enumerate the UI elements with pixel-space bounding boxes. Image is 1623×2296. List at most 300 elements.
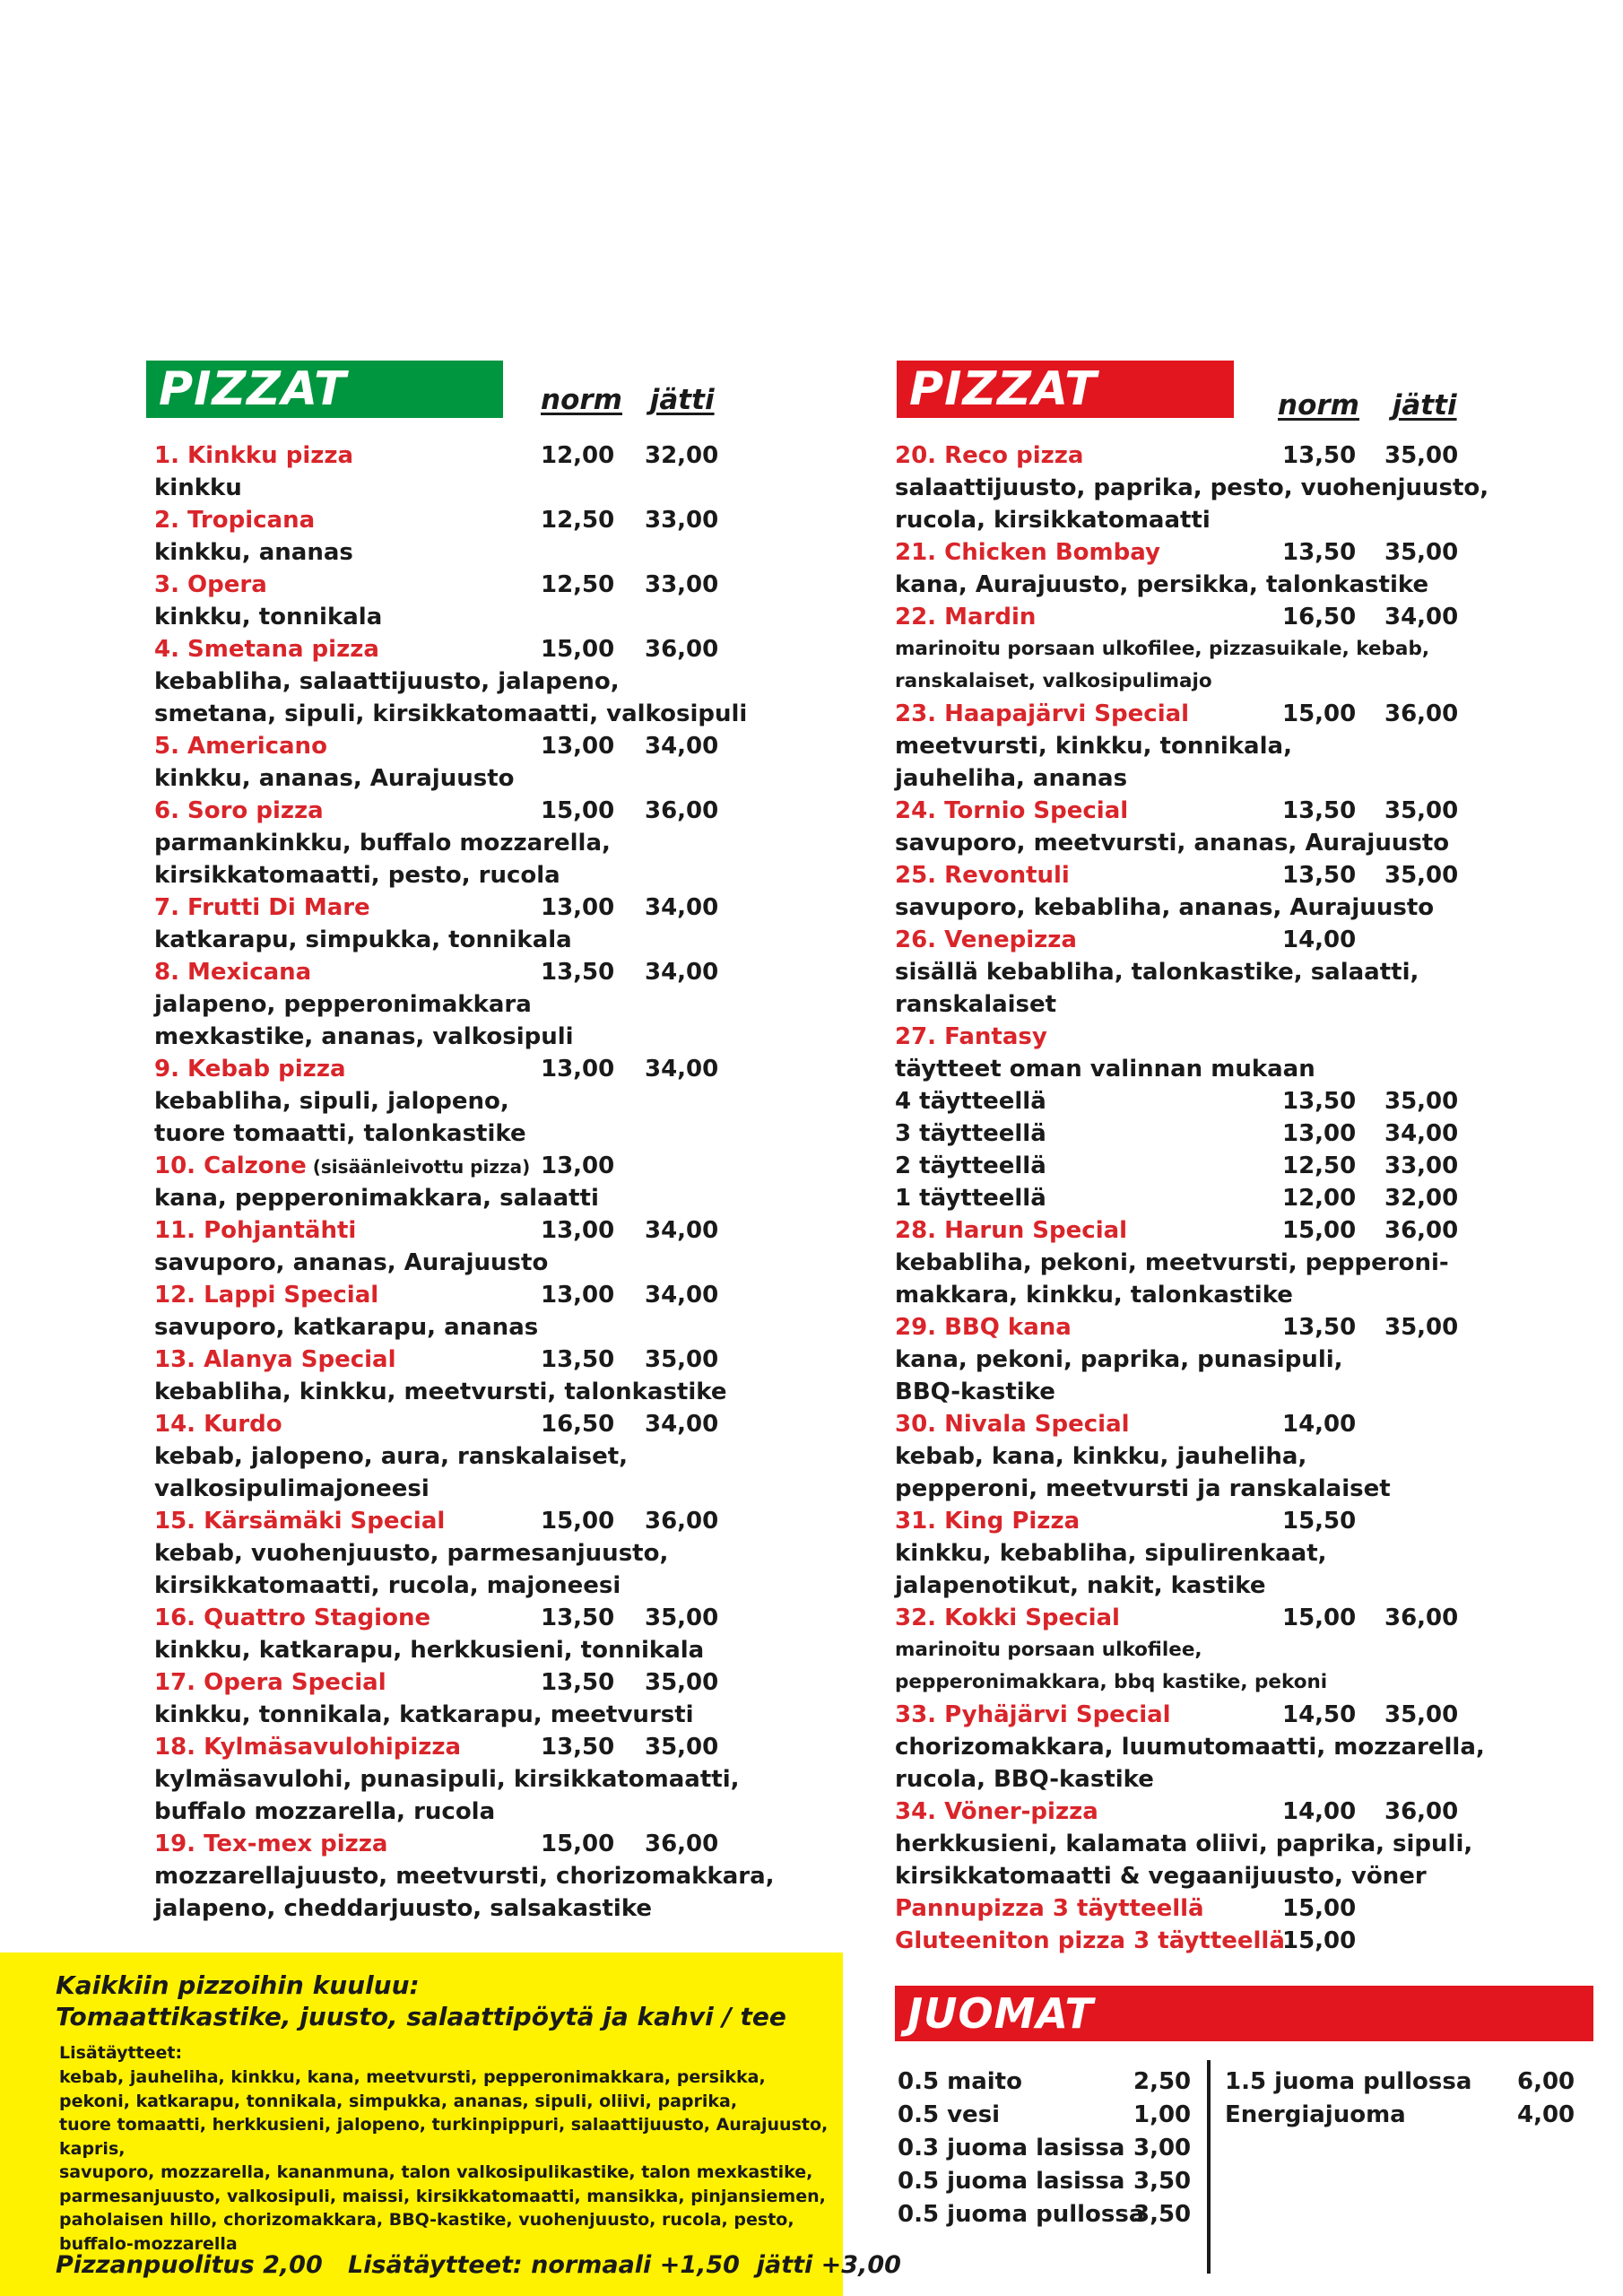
menu-item-detail — [895, 472, 1489, 504]
price-norm: 16,50 — [541, 1411, 615, 1438]
item-description: kana, Aurajuusto, persikka, talonkastike — [895, 571, 1429, 598]
menu-item-detail — [895, 1053, 1469, 1085]
price-jatti: 36,00 — [1384, 700, 1459, 727]
drinks-divider — [1207, 2060, 1211, 2274]
price-jatti: 35,00 — [645, 1734, 719, 1761]
menu-item — [895, 1892, 1469, 1925]
drink-price: 4,00 — [1517, 2101, 1575, 2128]
menu-item-detail — [154, 1892, 728, 1925]
menu-item-detail — [895, 1085, 1469, 1118]
price-jatti: 35,00 — [1384, 862, 1459, 889]
banner-title: PIZZAT — [159, 362, 347, 416]
price-norm: 14,00 — [1282, 926, 1357, 953]
menu-item-detail — [154, 1699, 728, 1731]
item-description: kana, pekoni, paprika, punasipuli, — [895, 1346, 1343, 1373]
extras-label: Lisätäytteet: — [59, 2043, 183, 2063]
price-norm: 13,50 — [541, 1669, 615, 1696]
extras-lines — [59, 2066, 830, 2256]
size-norm: norm — [541, 384, 622, 416]
menu-item-detail — [154, 1021, 728, 1053]
item-name: 9. Kebab pizza — [154, 1056, 346, 1083]
menu-item — [895, 1925, 1469, 1957]
extras-line: parmesanjuusto, valkosipuli, maissi, kirsikkatomaatti, mansikka, pinjansiemen, — [59, 2186, 826, 2206]
item-name: 28. Harun Special — [895, 1217, 1128, 1244]
menu-item — [154, 504, 728, 536]
item-description: savuporo, kebabliha, ananas, Aurajuusto — [895, 894, 1435, 921]
menu-item-detail — [154, 536, 728, 569]
item-name: 14. Kurdo — [154, 1411, 282, 1438]
menu-item-detail — [895, 1828, 1473, 1860]
price-jatti: 35,00 — [645, 1605, 719, 1631]
menu-item-detail — [154, 859, 728, 891]
price-jatti: 35,00 — [1384, 1314, 1459, 1341]
price-norm: 13,50 — [1282, 1314, 1357, 1341]
price-jatti: 35,00 — [645, 1346, 719, 1373]
item-name: Pannupizza 3 täytteellä — [895, 1895, 1204, 1922]
item-description: kylmäsavulohi, punasipuli, kirsikkatomaatti, — [154, 1766, 740, 1793]
menu-item — [154, 1731, 728, 1763]
item-description: kebab, kana, kinkku, jauheliha, — [895, 1443, 1307, 1470]
item-name: 18. Kylmäsavulohipizza — [154, 1734, 462, 1761]
item-description: herkkusieni, kalamata oliivi, paprika, sipuli, — [895, 1831, 1473, 1857]
item-description: pepperoni, meetvursti ja ranskalaiset — [895, 1475, 1391, 1502]
item-name: 17. Opera Special — [154, 1669, 386, 1696]
price-norm: 13,00 — [541, 1217, 615, 1244]
menu-item — [895, 924, 1469, 956]
menu-item — [154, 1408, 728, 1440]
menu-item-detail — [895, 730, 1469, 762]
banner-title: JUOMAT — [907, 1989, 1094, 2038]
price-jatti: 33,00 — [645, 507, 719, 534]
price-norm: 15,00 — [541, 636, 615, 663]
menu-item-detail — [895, 1182, 1469, 1214]
item-description: kebabliha, pekoni, meetvursti, pepperoni- — [895, 1249, 1449, 1276]
menu-item — [154, 1666, 728, 1699]
price-jatti: 36,00 — [1384, 1605, 1459, 1631]
menu-item — [154, 1150, 728, 1182]
item-description: mozzarellajuusto, meetvursti, chorizomakkara, — [154, 1863, 775, 1890]
drink-item — [1225, 2066, 1575, 2099]
menu-item-detail — [154, 1473, 728, 1505]
item-description: kinkku, tonnikala — [154, 604, 383, 631]
item-description: BBQ-kastike — [895, 1378, 1055, 1405]
pizzat-banner-left — [146, 361, 503, 418]
item-description: kebabliha, kinkku, meetvursti, talonkastike — [154, 1378, 727, 1405]
price-norm: 13,50 — [541, 1734, 615, 1761]
menu-item — [895, 1408, 1469, 1440]
menu-item-detail — [895, 504, 1469, 536]
menu-item — [154, 1053, 728, 1085]
price-norm: 13,50 — [1282, 1088, 1357, 1115]
item-description: savuporo, meetvursti, ananas, Aurajuusto — [895, 830, 1450, 857]
drinks-list-left — [898, 2066, 1192, 2231]
item-name: 34. Vöner-pizza — [895, 1798, 1098, 1825]
item-name: 16. Quattro Stagione — [154, 1605, 431, 1631]
menu-item-detail — [154, 1634, 728, 1666]
item-description: jauheliha, ananas — [895, 765, 1128, 792]
menu-item-detail — [154, 698, 748, 730]
menu-item — [154, 891, 728, 924]
item-name: 3. Opera — [154, 571, 267, 598]
menu-item-detail — [895, 1537, 1469, 1570]
size-jatti: jätti — [649, 384, 715, 416]
menu-item-detail — [154, 1247, 728, 1279]
price-norm: 13,50 — [541, 959, 615, 986]
price-norm: 13,00 — [541, 1152, 615, 1179]
drink-name: 1.5 juoma pullossa — [1225, 2068, 1472, 2095]
menu-item-detail — [895, 1376, 1469, 1408]
menu-item-detail — [895, 1473, 1469, 1505]
drink-item — [898, 2066, 1192, 2099]
menu-item-detail — [154, 1763, 740, 1796]
item-name: 25. Revontuli — [895, 862, 1070, 889]
item-description: sisällä kebabliha, talonkastike, salaatti, — [895, 959, 1419, 986]
menu-item-detail — [895, 1118, 1469, 1150]
price-jatti: 34,00 — [1384, 1120, 1459, 1147]
menu-item — [895, 1602, 1469, 1634]
menu-item — [154, 1344, 728, 1376]
menu-item-detail — [895, 891, 1469, 924]
price-jatti: 35,00 — [1384, 539, 1459, 566]
drink-price: 2,50 — [1133, 2068, 1192, 2095]
extras-box — [0, 1952, 901, 2296]
menu-item-detail — [895, 633, 1469, 665]
price-jatti: 36,00 — [1384, 1217, 1459, 1244]
item-name: Gluteeniton pizza 3 täytteellä — [895, 1927, 1285, 1954]
item-name: 13. Alanya Special — [154, 1346, 396, 1373]
item-name: 1. Kinkku pizza — [154, 442, 354, 469]
size-norm: norm — [1278, 389, 1359, 422]
item-description: katkarapu, simpukka, tonnikala — [154, 926, 572, 953]
price-jatti: 34,00 — [645, 894, 719, 921]
price-jatti: 36,00 — [645, 636, 719, 663]
menu-item — [154, 569, 728, 601]
price-jatti: 34,00 — [645, 959, 719, 986]
menu-item-detail — [154, 601, 728, 633]
price-norm: 14,00 — [1282, 1798, 1357, 1825]
item-description: savuporo, ananas, Aurajuusto — [154, 1249, 549, 1276]
item-description: savuporo, katkarapu, ananas — [154, 1314, 539, 1341]
menu-item-detail — [154, 924, 728, 956]
item-name: 26. Venepizza — [895, 926, 1077, 953]
menu-item-detail — [154, 1376, 728, 1408]
item-description: kinkku, katkarapu, herkkusieni, tonnikala — [154, 1637, 705, 1664]
price-norm: 15,00 — [1282, 1927, 1357, 1954]
item-description: jalapenotikut, nakit, kastike — [895, 1572, 1266, 1599]
menu-item — [895, 1021, 1469, 1053]
menu-item-detail — [895, 1570, 1469, 1602]
item-note: (sisäänleivottu pizza) — [306, 1156, 531, 1178]
price-norm: 13,00 — [1282, 1120, 1357, 1147]
item-description: kirsikkatomaatti, pesto, rucola — [154, 862, 560, 889]
price-jatti: 35,00 — [1384, 1088, 1459, 1115]
price-jatti: 35,00 — [1384, 797, 1459, 824]
menu-item-detail — [895, 956, 1469, 988]
item-name: 6. Soro pizza — [154, 797, 324, 824]
price-norm: 15,00 — [541, 1508, 615, 1535]
extras-line: savuporo, mozzarella, kananmuna, talon valkosipulikastike, talon mexkastike, — [59, 2162, 813, 2182]
item-name: 24. Tornio Special — [895, 797, 1129, 824]
menu-item — [154, 1602, 728, 1634]
item-description: smetana, sipuli, kirsikkatomaatti, valkosipuli — [154, 700, 748, 727]
menu-item-detail — [895, 1247, 1469, 1279]
item-name: 22. Mardin — [895, 604, 1037, 631]
menu-item — [154, 1828, 728, 1860]
menu-item-detail — [895, 1150, 1469, 1182]
price-jatti: 34,00 — [645, 1056, 719, 1083]
price-jatti: 35,00 — [645, 1669, 719, 1696]
menu-item-detail — [895, 1731, 1485, 1763]
menu-item — [895, 859, 1469, 891]
menu-item-detail — [895, 1279, 1469, 1311]
item-name: 31. King Pizza — [895, 1508, 1081, 1535]
menu-item — [895, 1505, 1469, 1537]
item-description: kebabliha, salaattijuusto, jalapeno, — [154, 668, 620, 695]
menu-item — [895, 1311, 1469, 1344]
menu-item-detail — [895, 1634, 1469, 1666]
item-description: valkosipulimajoneesi — [154, 1475, 430, 1502]
price-norm: 13,00 — [541, 1056, 615, 1083]
item-name: 23. Haapajärvi Special — [895, 700, 1190, 727]
price-jatti: 34,00 — [645, 1217, 719, 1244]
item-name: 21. Chicken Bombay — [895, 539, 1160, 566]
menu-item-detail — [895, 988, 1469, 1021]
price-norm: 12,00 — [541, 442, 615, 469]
item-description: kirsikkatomaatti, rucola, majoneesi — [154, 1572, 621, 1599]
menu-item-detail — [154, 1796, 728, 1828]
drink-item — [898, 2198, 1192, 2231]
price-norm: 15,00 — [541, 1831, 615, 1857]
item-description: kinkku, kebabliha, sipulirenkaat, — [895, 1540, 1327, 1567]
menu-item — [895, 439, 1469, 472]
menu-list-right — [895, 439, 1489, 1957]
size-jatti: jätti — [1392, 389, 1457, 422]
item-description: 3 täytteellä — [895, 1120, 1046, 1147]
menu-item — [154, 1505, 728, 1537]
price-jatti: 34,00 — [645, 1282, 719, 1309]
item-description: jalapeno, pepperonimakkara — [154, 991, 532, 1018]
item-name: 11. Pohjantähti — [154, 1217, 357, 1244]
item-description: 2 täytteellä — [895, 1152, 1046, 1179]
drink-name: 0.3 juoma lasissa — [898, 2135, 1125, 2161]
item-description: salaattijuusto, paprika, pesto, vuohenjuusto, — [895, 474, 1489, 501]
price-norm: 13,50 — [1282, 862, 1357, 889]
price-jatti: 32,00 — [645, 442, 719, 469]
menu-item — [154, 1214, 728, 1247]
drink-name: 0.5 juoma lasissa — [898, 2168, 1125, 2195]
menu-item — [154, 1279, 728, 1311]
item-name: 27. Fantasy — [895, 1023, 1047, 1050]
menu-item — [895, 1796, 1469, 1828]
item-name: 19. Tex-mex pizza — [154, 1831, 388, 1857]
item-name: 29. BBQ kana — [895, 1314, 1072, 1341]
price-norm: 15,00 — [1282, 1217, 1357, 1244]
menu-item — [895, 698, 1469, 730]
price-norm: 15,00 — [1282, 1605, 1357, 1631]
drink-price: 6,00 — [1517, 2068, 1575, 2095]
item-name: 30. Nivala Special — [895, 1411, 1130, 1438]
menu-item-detail — [895, 1440, 1469, 1473]
price-norm: 15,00 — [541, 797, 615, 824]
item-description: kinkku — [154, 474, 242, 501]
price-norm: 13,50 — [1282, 442, 1357, 469]
menu-item — [895, 1699, 1469, 1731]
size-header-right — [1278, 389, 1457, 422]
menu-item-detail — [154, 1118, 728, 1150]
menu-item-detail — [895, 665, 1469, 698]
banner-title: PIZZAT — [909, 362, 1098, 416]
drink-item — [898, 2165, 1192, 2198]
item-description: kebabliha, sipuli, jalopeno, — [154, 1088, 509, 1115]
item-description: 1 täytteellä — [895, 1185, 1046, 1212]
item-description: kana, pepperonimakkara, salaatti — [154, 1185, 599, 1212]
price-norm: 13,50 — [541, 1346, 615, 1373]
item-description: kinkku, ananas, Aurajuusto — [154, 765, 515, 792]
menu-item — [895, 601, 1469, 633]
extras-line: paholaisen hillo, chorizomakkara, BBQ-kastike, vuohenjuusto, rucola, pesto, — [59, 2210, 794, 2230]
item-description: ranskalaiset — [895, 991, 1057, 1018]
item-name: 10. Calzone — [154, 1152, 307, 1179]
drink-item — [1225, 2099, 1575, 2132]
price-jatti: 35,00 — [1384, 1701, 1459, 1728]
extras-line: pekoni, katkarapu, tonnikala, simpukka, ananas, sipuli, oliivi, paprika, — [59, 2091, 738, 2111]
price-jatti: 34,00 — [1384, 604, 1459, 631]
item-description: kebab, jalopeno, aura, ranskalaiset, — [154, 1443, 629, 1470]
item-description: kinkku, ananas — [154, 539, 353, 566]
item-description: kirsikkatomaatti & vegaanijuusto, vöner — [895, 1863, 1427, 1890]
price-norm: 13,00 — [541, 1282, 615, 1309]
item-name: 8. Mexicana — [154, 959, 312, 986]
item-description: parmankinkku, buffalo mozzarella, — [154, 830, 611, 857]
item-description: marinoitu porsaan ulkofilee, pizzasuikale, kebab, — [895, 638, 1429, 660]
item-name: 5. Americano — [154, 733, 327, 760]
menu-item — [895, 1214, 1469, 1247]
price-norm: 13,50 — [1282, 797, 1357, 824]
drink-price: 3,50 — [1133, 2168, 1192, 2195]
menu-item-detail — [154, 988, 728, 1021]
drink-name: 0.5 juoma pullossa — [898, 2201, 1145, 2228]
item-description: täytteet oman valinnan mukaan — [895, 1056, 1315, 1083]
item-description: 4 täytteellä — [895, 1088, 1046, 1115]
price-norm: 14,00 — [1282, 1411, 1357, 1438]
price-jatti: 36,00 — [645, 797, 719, 824]
drink-item — [898, 2099, 1192, 2132]
item-description: kebab, vuohenjuusto, parmesanjuusto, — [154, 1540, 669, 1567]
price-norm: 15,00 — [1282, 700, 1357, 727]
menu-item-detail — [895, 762, 1469, 795]
price-jatti: 36,00 — [645, 1508, 719, 1535]
item-description: buffalo mozzarella, rucola — [154, 1798, 496, 1825]
price-jatti: 33,00 — [1384, 1152, 1459, 1179]
item-name: 33. Pyhäjärvi Special — [895, 1701, 1171, 1728]
item-name: 20. Reco pizza — [895, 442, 1084, 469]
item-name: 7. Frutti Di Mare — [154, 894, 370, 921]
item-name: 15. Kärsämäki Special — [154, 1508, 446, 1535]
juomat-banner — [895, 1986, 1593, 2041]
menu-item-detail — [154, 762, 728, 795]
drinks-list-right — [1225, 2066, 1575, 2132]
menu-item — [895, 795, 1469, 827]
price-norm: 14,50 — [1282, 1701, 1357, 1728]
menu-item-detail — [154, 1860, 775, 1892]
item-description: chorizomakkara, luumutomaatti, mozzarella, — [895, 1734, 1485, 1761]
item-description: ranskalaiset, valkosipulimajo — [895, 670, 1212, 692]
item-name: 32. Kokki Special — [895, 1605, 1120, 1631]
drink-name: 0.5 vesi — [898, 2101, 1001, 2128]
extras-footer: Pizzanpuolitus 2,00 Lisätäytteet: normaali +1,50 jätti +3,00 — [56, 2251, 901, 2279]
menu-item-detail — [895, 1344, 1469, 1376]
price-norm: 16,50 — [1282, 604, 1357, 631]
item-description: mexkastike, ananas, valkosipuli — [154, 1023, 574, 1050]
item-description: makkara, kinkku, talonkastike — [895, 1282, 1293, 1309]
menu-item-detail — [154, 1537, 728, 1570]
price-norm: 13,50 — [541, 1605, 615, 1631]
drink-item — [898, 2132, 1192, 2165]
price-norm: 12,50 — [541, 571, 615, 598]
extras-title-1: Kaikkiin pizzoihin kuuluu: — [56, 1970, 420, 2000]
menu-item-detail — [154, 472, 728, 504]
price-norm: 15,00 — [1282, 1895, 1357, 1922]
menu-item — [154, 633, 728, 665]
menu-item-detail — [154, 1182, 728, 1214]
menu-item-detail — [895, 1666, 1469, 1699]
extras-title-2: Tomaattikastike, juusto, salaattipöytä ja kahvi / tee — [56, 2002, 786, 2031]
drink-price: 1,00 — [1133, 2101, 1192, 2128]
item-description: meetvursti, kinkku, tonnikala, — [895, 733, 1292, 760]
price-norm: 13,00 — [541, 894, 615, 921]
price-jatti: 36,00 — [1384, 1798, 1459, 1825]
menu-item-detail — [154, 1440, 728, 1473]
drink-name: 0.5 maito — [898, 2068, 1022, 2095]
size-header-left — [541, 384, 715, 416]
price-jatti: 32,00 — [1384, 1185, 1459, 1212]
price-norm: 13,00 — [541, 733, 615, 760]
menu-item-detail — [154, 1085, 728, 1118]
extras-line: kebab, jauheliha, kinkku, kana, meetvursti, pepperonimakkara, persikka, — [59, 2067, 766, 2087]
extras-line: buffalo-mozzarella — [59, 2233, 238, 2254]
item-name: 4. Smetana pizza — [154, 636, 379, 663]
drink-price: 3,00 — [1133, 2135, 1192, 2161]
item-description: rucola, BBQ-kastike — [895, 1766, 1154, 1793]
item-description: marinoitu porsaan ulkofilee, — [895, 1639, 1202, 1661]
item-description: jalapeno, cheddarjuusto, salsakastike — [154, 1895, 653, 1922]
price-jatti: 34,00 — [645, 1411, 719, 1438]
menu-item — [154, 439, 728, 472]
menu-item — [154, 730, 728, 762]
item-name: 12. Lappi Special — [154, 1282, 379, 1309]
item-description: tuore tomaatti, talonkastike — [154, 1120, 526, 1147]
menu-item-detail — [154, 1570, 728, 1602]
drink-name: Energiajuoma — [1225, 2101, 1406, 2128]
menu-item-detail — [895, 569, 1469, 601]
menu-item-detail — [154, 1311, 728, 1344]
item-description: rucola, kirsikkatomaatti — [895, 507, 1211, 534]
price-norm: 12,50 — [541, 507, 615, 534]
price-jatti: 36,00 — [645, 1831, 719, 1857]
item-description: kinkku, tonnikala, katkarapu, meetvursti — [154, 1701, 694, 1728]
item-description: pepperonimakkara, bbq kastike, pekoni — [895, 1671, 1328, 1693]
price-norm: 12,00 — [1282, 1185, 1357, 1212]
menu-item — [895, 536, 1469, 569]
price-norm: 12,50 — [1282, 1152, 1357, 1179]
pizzat-banner-right — [897, 361, 1234, 418]
price-jatti: 34,00 — [645, 733, 719, 760]
price-norm: 13,50 — [1282, 539, 1357, 566]
menu-item — [154, 795, 728, 827]
drink-price: 3,50 — [1133, 2201, 1192, 2228]
menu-list-left — [154, 439, 775, 1925]
extras-line: tuore tomaatti, herkkusieni, jalopeno, turkinpippuri, salaattijuusto, Aurajuusto, kapris, — [59, 2115, 829, 2159]
